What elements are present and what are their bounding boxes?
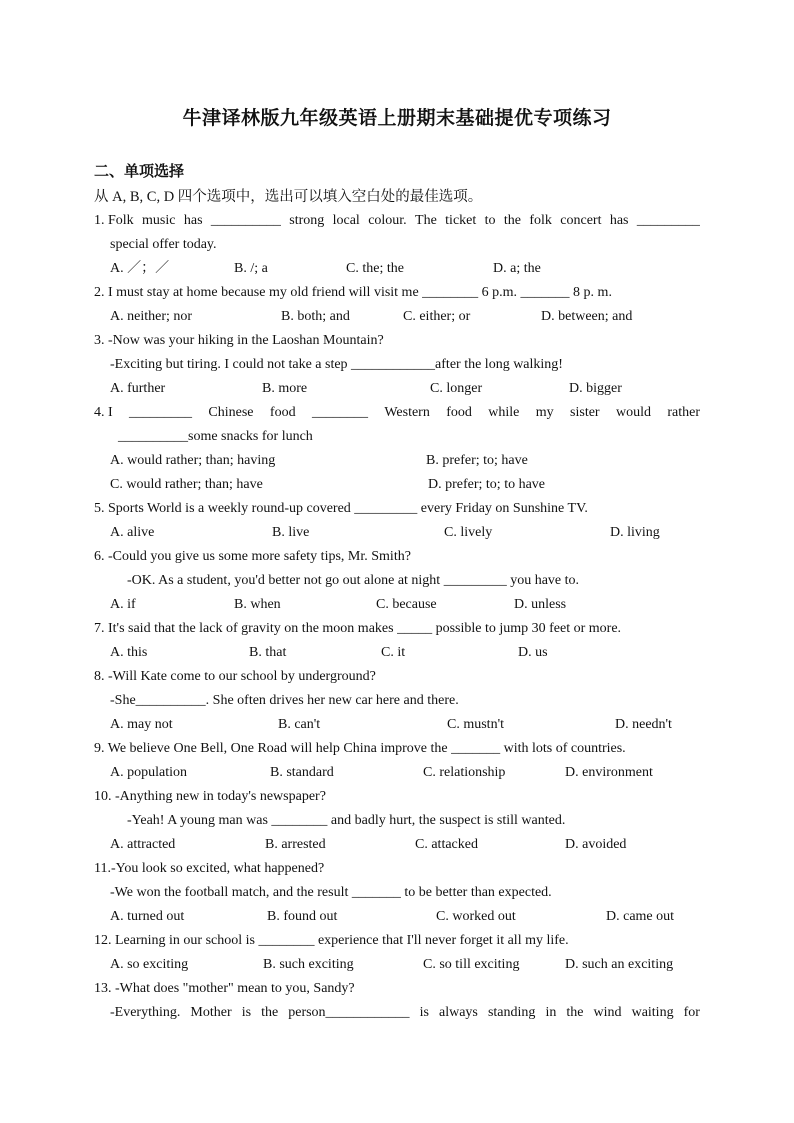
option-a[interactable]: A. this bbox=[110, 645, 148, 660]
option-c[interactable]: C. lively bbox=[444, 525, 493, 540]
question-10-stem: 10. -Anything new in today's newspaper? bbox=[94, 789, 326, 804]
option-b[interactable]: B. that bbox=[249, 645, 287, 660]
question-13-stem: 13. -What does "mother" mean to you, Sandy? bbox=[94, 981, 355, 996]
option-a[interactable]: A. may not bbox=[110, 717, 173, 732]
option-b[interactable]: B. found out bbox=[267, 909, 338, 924]
option-a[interactable]: A. population bbox=[110, 765, 187, 780]
option-a[interactable]: A. if bbox=[110, 597, 136, 612]
question-8-options bbox=[110, 715, 700, 735]
option-c[interactable]: C. relationship bbox=[423, 765, 506, 780]
option-c[interactable]: C. because bbox=[376, 597, 437, 612]
question-7-options bbox=[110, 643, 700, 663]
option-b[interactable]: B. when bbox=[234, 597, 281, 612]
question-11-stem: 11.-You look so excited, what happened? bbox=[94, 861, 325, 876]
option-d[interactable]: D. unless bbox=[514, 597, 567, 612]
question-3-stem: 3. -Now was your hiking in the Laoshan Mountain? bbox=[94, 333, 384, 348]
question-9-stem: 9. We believe One Bell, One Road will help China improve the _______ with lots of countries. bbox=[94, 741, 626, 756]
option-c[interactable]: C. attacked bbox=[415, 837, 478, 852]
option-a[interactable]: A. alive bbox=[110, 525, 155, 540]
option-a[interactable]: A. turned out bbox=[110, 909, 185, 924]
question-6-options bbox=[110, 595, 700, 615]
option-c[interactable]: C. either; or bbox=[403, 309, 471, 324]
question-3-options bbox=[110, 379, 700, 399]
option-d[interactable]: D. environment bbox=[565, 765, 653, 780]
question-12-options bbox=[110, 955, 700, 975]
option-d[interactable]: D. needn't bbox=[615, 717, 672, 732]
option-c[interactable]: C. it bbox=[381, 645, 406, 660]
instruction-text: 从 A, B, C, D 四个选项中，选出可以填入空白处的最佳选项。 bbox=[94, 189, 483, 205]
question-11-stem-cont: -We won the football match, and the result _______ to be better than expected. bbox=[110, 885, 552, 900]
question-4-options-row1 bbox=[110, 451, 700, 471]
option-d[interactable]: D. living bbox=[610, 525, 660, 540]
option-d[interactable]: D. came out bbox=[606, 909, 675, 924]
option-c[interactable]: C. worked out bbox=[436, 909, 516, 924]
question-6-stem: 6. -Could you give us some more safety tips, Mr. Smith? bbox=[94, 549, 411, 564]
option-a[interactable]: A. would rather; than; having bbox=[110, 453, 276, 468]
option-b[interactable]: B. such exciting bbox=[263, 957, 354, 972]
question-10-options bbox=[110, 835, 700, 855]
question-11-options bbox=[110, 907, 700, 927]
question-5-stem: 5. Sports World is a weekly round-up covered _________ every Friday on Sunshine TV. bbox=[94, 501, 588, 516]
option-a[interactable]: A. ／；／ bbox=[110, 261, 170, 276]
option-d[interactable]: D. such an exciting bbox=[565, 957, 674, 972]
question-13-stem-cont: -Everything. Mother is the person____________ is always standing in the wind waiting for bbox=[110, 1005, 700, 1020]
question-2-options bbox=[110, 307, 700, 327]
question-1-stem-cont: special offer today. bbox=[110, 237, 217, 252]
question-12-stem: 12. Learning in our school is ________ experience that I'll never forget it all my life. bbox=[94, 933, 569, 948]
page-title: 牛津译林版九年级英语上册期末基础提优专项练习 bbox=[182, 108, 612, 129]
question-8-stem-cont: -She__________. She often drives her new car here and there. bbox=[110, 693, 459, 708]
question-4-options-row2 bbox=[110, 475, 700, 495]
option-c[interactable]: C. longer bbox=[430, 381, 483, 396]
option-b[interactable]: B. can't bbox=[278, 717, 321, 732]
question-3-stem-cont: -Exciting but tiring. I could not take a step ____________after the long walking! bbox=[110, 357, 563, 372]
option-d[interactable]: D. avoided bbox=[565, 837, 627, 852]
option-c[interactable]: C. the; the bbox=[346, 261, 404, 276]
question-10-stem-cont: -Yeah! A young man was ________ and badly hurt, the suspect is still wanted. bbox=[127, 813, 566, 828]
option-c[interactable]: C. would rather; than; have bbox=[110, 477, 263, 492]
option-d[interactable]: D. bigger bbox=[569, 381, 622, 396]
question-5-options bbox=[110, 523, 700, 543]
option-b[interactable]: B. /; a bbox=[234, 261, 268, 276]
option-b[interactable]: B. arrested bbox=[265, 837, 326, 852]
option-a[interactable]: A. attracted bbox=[110, 837, 176, 852]
option-d[interactable]: D. a; the bbox=[493, 261, 541, 276]
option-b[interactable]: B. live bbox=[272, 525, 310, 540]
option-a[interactable]: A. so exciting bbox=[110, 957, 189, 972]
option-a[interactable]: A. further bbox=[110, 381, 166, 396]
question-7-stem: 7. It's said that the lack of gravity on the moon makes _____ possible to jump 30 feet or more. bbox=[94, 621, 622, 636]
option-b[interactable]: B. standard bbox=[270, 765, 334, 780]
option-b[interactable]: B. prefer; to; have bbox=[426, 453, 528, 468]
option-c[interactable]: C. mustn't bbox=[447, 717, 504, 732]
option-b[interactable]: B. more bbox=[262, 381, 308, 396]
option-c[interactable]: C. so till exciting bbox=[423, 957, 520, 972]
question-8-stem: 8. -Will Kate come to our school by underground? bbox=[94, 669, 376, 684]
question-4-stem: 4. I _________ Chinese food ________ Western food while my sister would rather bbox=[94, 405, 700, 420]
question-1-options bbox=[110, 259, 700, 279]
question-9-options bbox=[110, 763, 700, 783]
question-6-stem-cont: -OK. As a student, you'd better not go out alone at night _________ you have to. bbox=[127, 573, 580, 588]
question-4-stem-cont: __________some snacks for lunch bbox=[118, 429, 313, 444]
option-d[interactable]: D. between; and bbox=[541, 309, 633, 324]
option-b[interactable]: B. both; and bbox=[281, 309, 350, 324]
section-heading: 二、单项选择 bbox=[94, 164, 185, 180]
question-1-stem: 1. Folk music has __________ strong local colour. The ticket to the folk concert has _________ bbox=[94, 213, 700, 228]
option-a[interactable]: A. neither; nor bbox=[110, 309, 193, 324]
question-2-stem: 2. I must stay at home because my old friend will visit me ________ 6 p.m. _______ 8 p. m. bbox=[94, 285, 612, 300]
option-d[interactable]: D. us bbox=[518, 645, 548, 660]
option-d[interactable]: D. prefer; to; to have bbox=[428, 477, 546, 492]
